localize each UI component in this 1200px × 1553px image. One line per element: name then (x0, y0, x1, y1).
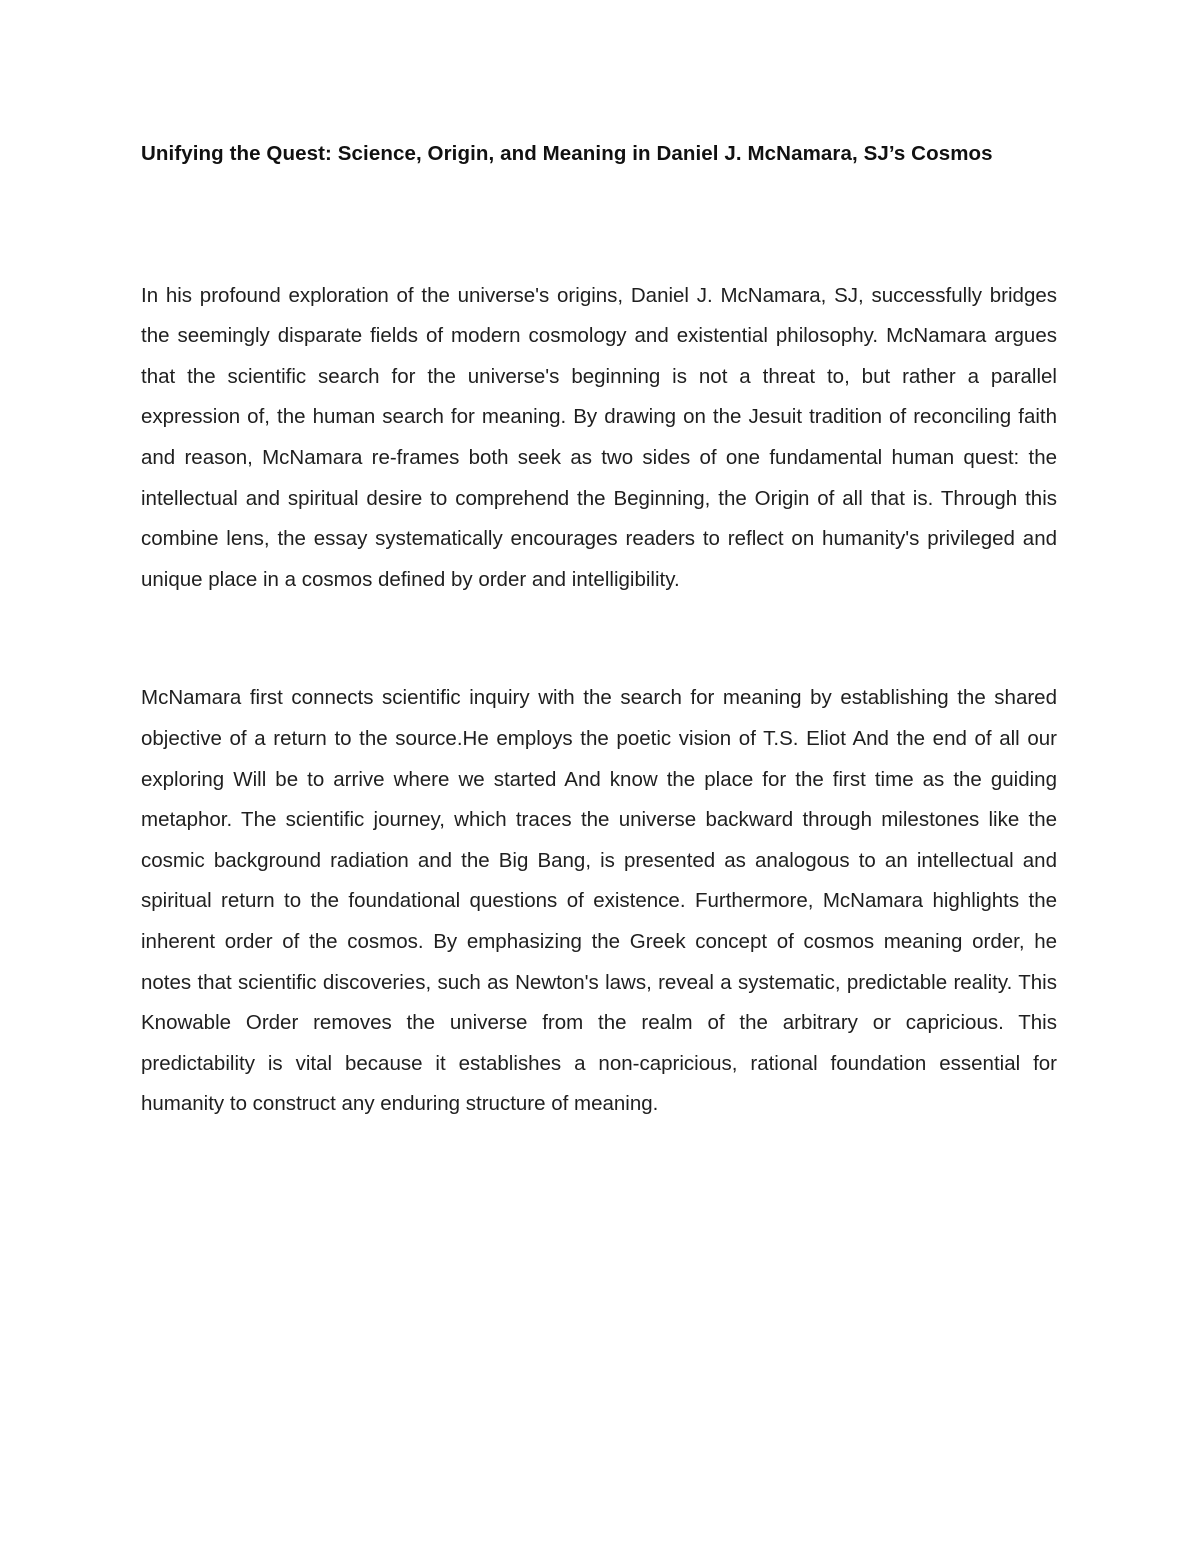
document-body (141, 134, 1057, 1125)
paragraph-scientific-inquiry: McNamara first connects scientific inquiry with the search for meaning by establishing the shared objective of a return to the source.He employs the poetic vision of T.S. Eliot And the end of all our exploring Will be to arrive where we started And know the place for the first time as the guiding metaphor. The scientific journey, which traces the universe backward through milestones like the cosmic background radiation and the Big Bang, is presented as analogous to an intellectual and spiritual return to the foundational questions of existence. Furthermore, McNamara highlights the inherent order of the cosmos. By emphasizing the Greek concept of cosmos meaning order, he notes that scientific discoveries, such as Newton's laws, reveal a systematic, predictable reality. This Knowable Order removes the universe from the realm of the arbitrary or capricious. This predictability is vital because it establishes a non-capricious, rational foundation essential for humanity to construct any enduring structure of meaning. (141, 686, 1057, 1116)
paragraph-introduction: In his profound exploration of the universe's origins, Daniel J. McNamara, SJ, successfully bridges the seemingly disparate fields of modern cosmology and existential philosophy. McNamara argues that the scientific search for the universe's beginning is not a threat to, but rather a parallel expression of, the human search for meaning. By drawing on the Jesuit tradition of reconciling faith and reason, McNamara re-frames both seek as two sides of one fundamental human quest: the intellectual and spiritual desire to comprehend the Beginning, the Origin of all that is. Through this combine lens, the essay systematically encourages readers to reflect on humanity's privileged and unique place in a cosmos defined by order and intelligibility. (141, 283, 1057, 591)
document-title: Unifying the Quest: Science, Origin, and Meaning in Daniel J. McNamara, SJ’s Cosmos (141, 142, 993, 165)
